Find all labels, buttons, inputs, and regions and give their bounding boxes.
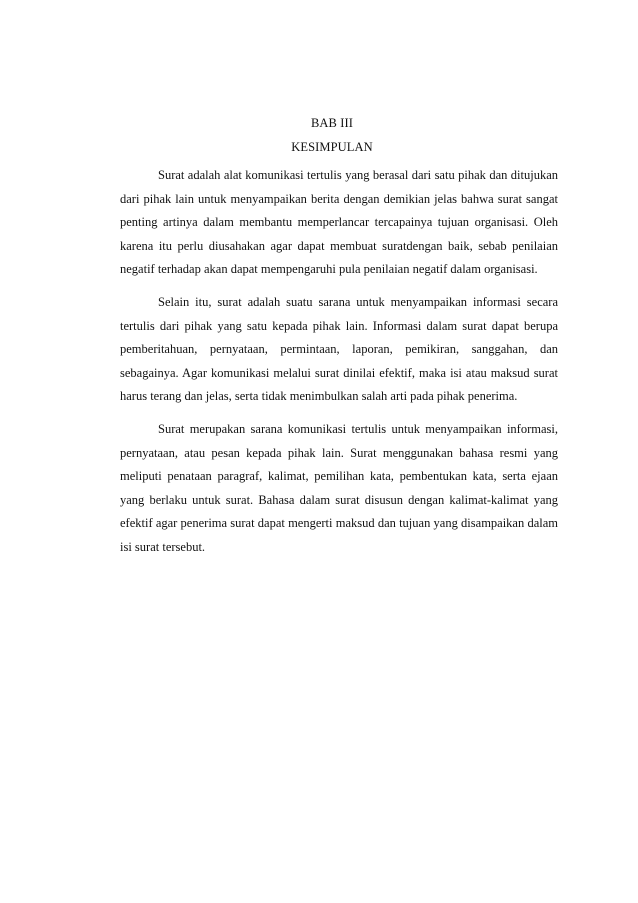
paragraph-3: Surat merupakan sarana komunikasi tertulis untuk menyampaikan informasi, pernyataan, atau pesan kepada pihak lain. Surat menggunakan bahasa resmi yang meliputi penataan paragraf, kalimat, pemilihan kata, pembentukan kata, serta ejaan yang berlaku untuk surat. Bahasa dalam surat disusun dengan kalimat-kalimat yang efektif agar penerima surat dapat mengerti maksud dan tujuan yang disampaikan dalam isi surat tersebut.	[120, 421, 558, 554]
chapter-heading: BAB III	[310, 116, 353, 130]
document-body	[120, 164, 558, 569]
paragraph-2: Selain itu, surat adalah suatu sarana untuk menyampaikan informasi secara tertulis dari pihak yang satu kepada pihak lain. Informasi dalam surat dapat berupa pemberitahuan, pernyataan, permintaan, laporan, pemikiran, sanggahan, dan sebagainya. Agar komunikasi melalui surat dinilai efektif, maka isi atau maksud surat harus terang dan jelas, serta tidak menimbulkan salah arti pada pihak penerima.	[120, 294, 558, 404]
page-title: KESIMPULAN	[291, 140, 373, 154]
paragraph-1: Surat adalah alat komunikasi tertulis yang berasal dari satu pihak dan ditujukan dari pihak lain untuk menyampaikan berita dengan demikian jelas bahwa surat sangat penting artinya dalam membantu memperlancar tercapainya tujuan organisasi. Oleh karena itu perlu diusahakan agar dapat membuat suratdengan baik, sebab penilaian negatif terhadap akan dapat mempengaruhi pula penilaian negatif dalam organisasi.	[120, 168, 558, 277]
